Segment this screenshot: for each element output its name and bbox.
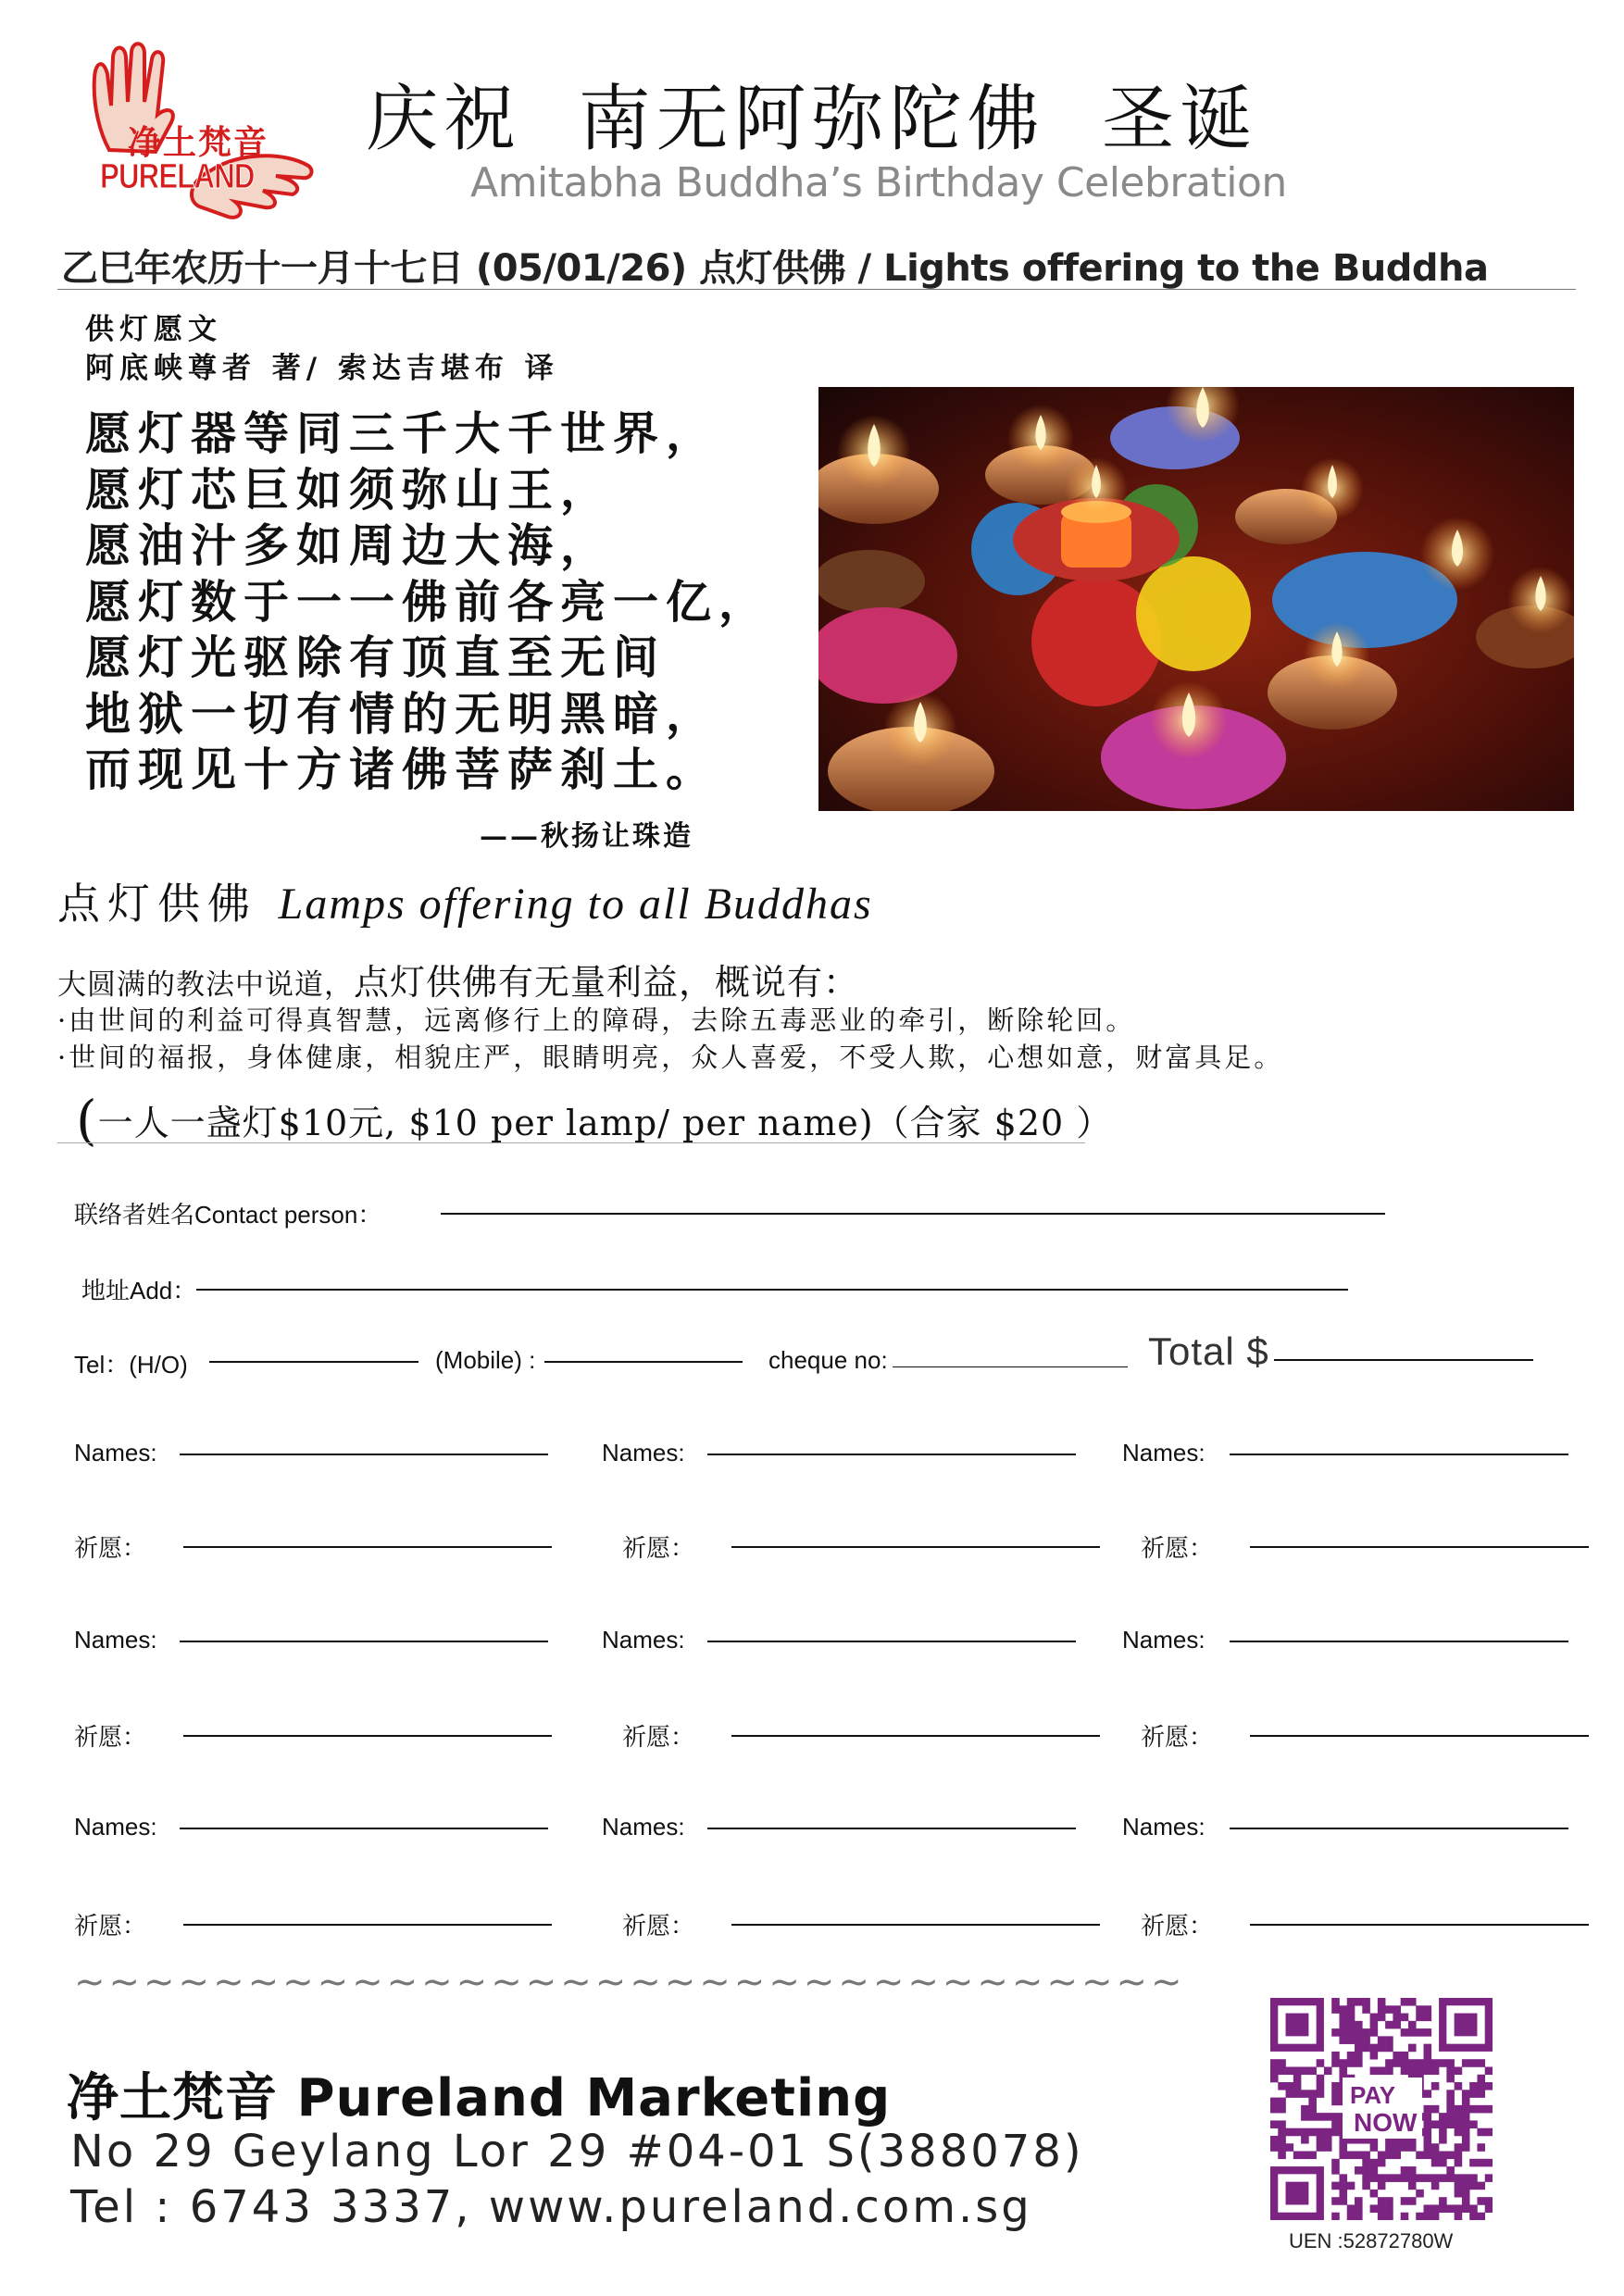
verse-line: 地狱一切有情的无明黑暗， — [85, 686, 719, 741]
wave-divider: ~~~~~~~~~~~~~~~~~~~~~~~~~~~~~~~~ — [74, 1961, 1186, 2003]
event-date-line: 乙巳年农历十一月十七日 (05/01/26) 点灯供佛 / Lights offering to the Buddha — [61, 247, 1489, 290]
verse-credit: ——秋扬让珠造 — [480, 820, 693, 853]
header-divider — [57, 289, 1576, 290]
company-address: No 29 Geylang Lor 29 #04-01 S(388078) — [70, 2126, 1084, 2177]
page-subtitle: Amitabha Buddha’s Birthday Celebration — [470, 159, 1287, 206]
verse-author: 阿底峡尊者 著/ 索达吉堪布 译 — [85, 352, 559, 385]
contact-person-label: 联络者姓名Contact person： — [74, 1201, 382, 1229]
names-field[interactable] — [180, 1641, 548, 1642]
names-field[interactable] — [1230, 1828, 1568, 1829]
pureland-logo — [72, 41, 322, 231]
verse-line: 愿灯器等同三千大千世界， — [85, 406, 719, 460]
company-name: 净土梵音 Pureland Marketing — [67, 2068, 892, 2128]
qr-code-icon — [1270, 1998, 1493, 2220]
contact-person-field[interactable] — [441, 1213, 1385, 1215]
paynow-qr-code — [1270, 1998, 1493, 2220]
names-label: Names: — [1122, 1439, 1206, 1466]
wish-label: 祈愿： — [622, 1912, 695, 1940]
names-field[interactable] — [707, 1641, 1076, 1642]
wish-field[interactable] — [731, 1546, 1100, 1548]
tel-label: Tel：(H/O) — [74, 1351, 188, 1379]
verse-line: 愿灯芯巨如须弥山王， — [85, 462, 614, 517]
offering-title — [57, 870, 873, 931]
names-label: Names: — [602, 1813, 685, 1841]
qr-badge-top: PAY — [1350, 2081, 1396, 2109]
logo-text-cn: 净土梵音 — [128, 124, 269, 162]
names-label: Names: — [74, 1439, 157, 1466]
price-divider — [57, 1142, 1085, 1143]
names-field[interactable] — [1230, 1641, 1568, 1642]
names-label: Names: — [1122, 1626, 1206, 1653]
wish-field[interactable] — [731, 1735, 1100, 1737]
verse-title: 供灯愿文 — [85, 313, 222, 346]
total-field[interactable] — [1274, 1359, 1533, 1361]
wish-label: 祈愿： — [622, 1534, 695, 1562]
wish-label: 祈愿： — [74, 1912, 147, 1940]
wish-field[interactable] — [183, 1924, 552, 1926]
benefit-intro-small: 大圆满的教法中说道， — [57, 968, 354, 1002]
names-label: Names: — [602, 1439, 685, 1466]
tel-home-field[interactable] — [209, 1361, 418, 1363]
total-label: Total $ — [1148, 1329, 1269, 1373]
verse-line: 愿灯光驱除有顶直至无间 — [85, 630, 667, 684]
verse-line: 而现见十方诸佛菩萨刹土。 — [85, 742, 719, 796]
wish-field[interactable] — [1250, 1924, 1589, 1926]
price-open-paren: ( — [76, 1089, 98, 1152]
wish-label: 祈愿： — [74, 1534, 147, 1562]
mobile-label: (Mobile) : — [435, 1346, 536, 1374]
uen-number: UEN :52872780W — [1289, 2229, 1454, 2252]
wish-field[interactable] — [183, 1546, 552, 1548]
names-label: Names: — [1122, 1813, 1206, 1841]
cheque-label: cheque no: — [768, 1346, 888, 1374]
benefit-item: ·世间的福报，身体健康，相貌庄严，眼睛明亮，众人喜爱，不受人欺，心想如意，财富具足。 — [57, 1042, 1284, 1073]
address-label: 地址Add： — [81, 1277, 197, 1304]
wish-field[interactable] — [1250, 1735, 1589, 1737]
wish-field[interactable] — [1250, 1546, 1589, 1548]
diya-lamps-photo — [818, 387, 1574, 811]
mobile-field[interactable] — [544, 1361, 743, 1363]
benefit-intro-big: 点灯供佛有无量利益，概说有： — [354, 962, 860, 1003]
names-field[interactable] — [707, 1454, 1076, 1455]
wish-label: 祈愿： — [74, 1723, 147, 1751]
logo-text-en: PURELAND — [100, 157, 255, 196]
names-label: Names: — [602, 1626, 685, 1653]
wish-label: 祈愿： — [1141, 1534, 1214, 1562]
price-text: 一人一盏灯$10元, $10 per lamp/ per name)（合家 $20 ） — [97, 1103, 1113, 1143]
offering-title-cn: 点灯供佛 — [57, 879, 257, 929]
wish-field[interactable] — [183, 1735, 552, 1737]
qr-badge-bottom: NOW — [1354, 2108, 1418, 2137]
names-field[interactable] — [1230, 1454, 1568, 1455]
names-label: Names: — [74, 1626, 157, 1653]
names-field[interactable] — [707, 1828, 1076, 1829]
wish-field[interactable] — [731, 1924, 1100, 1926]
offering-title-en: Lamps offering to all Buddhas — [278, 880, 873, 929]
wish-label: 祈愿： — [622, 1723, 695, 1751]
names-label: Names: — [74, 1813, 157, 1841]
wish-label: 祈愿： — [1141, 1723, 1214, 1751]
page-title: 庆祝 南无阿弥陀佛 圣诞 — [366, 78, 1258, 161]
company-contact: Tel : 6743 3337, www.pureland.com.sg — [70, 2181, 1032, 2233]
benefit-intro — [57, 954, 859, 1004]
verse-line: 愿油汁多如周边大海， — [85, 518, 614, 572]
wish-label: 祈愿： — [1141, 1912, 1214, 1940]
cheque-field[interactable] — [893, 1366, 1128, 1367]
verse-line: 愿灯数于一一佛前各亮一亿， — [85, 574, 772, 629]
price-line — [76, 1085, 1113, 1152]
benefit-item: ·由世间的利益可得真智慧，远离修行上的障碍，去除五毒恶业的牵引，断除轮回。 — [57, 1004, 1136, 1036]
names-field[interactable] — [180, 1454, 548, 1455]
address-field[interactable] — [196, 1289, 1348, 1291]
names-field[interactable] — [180, 1828, 548, 1829]
verse-body — [85, 406, 771, 798]
